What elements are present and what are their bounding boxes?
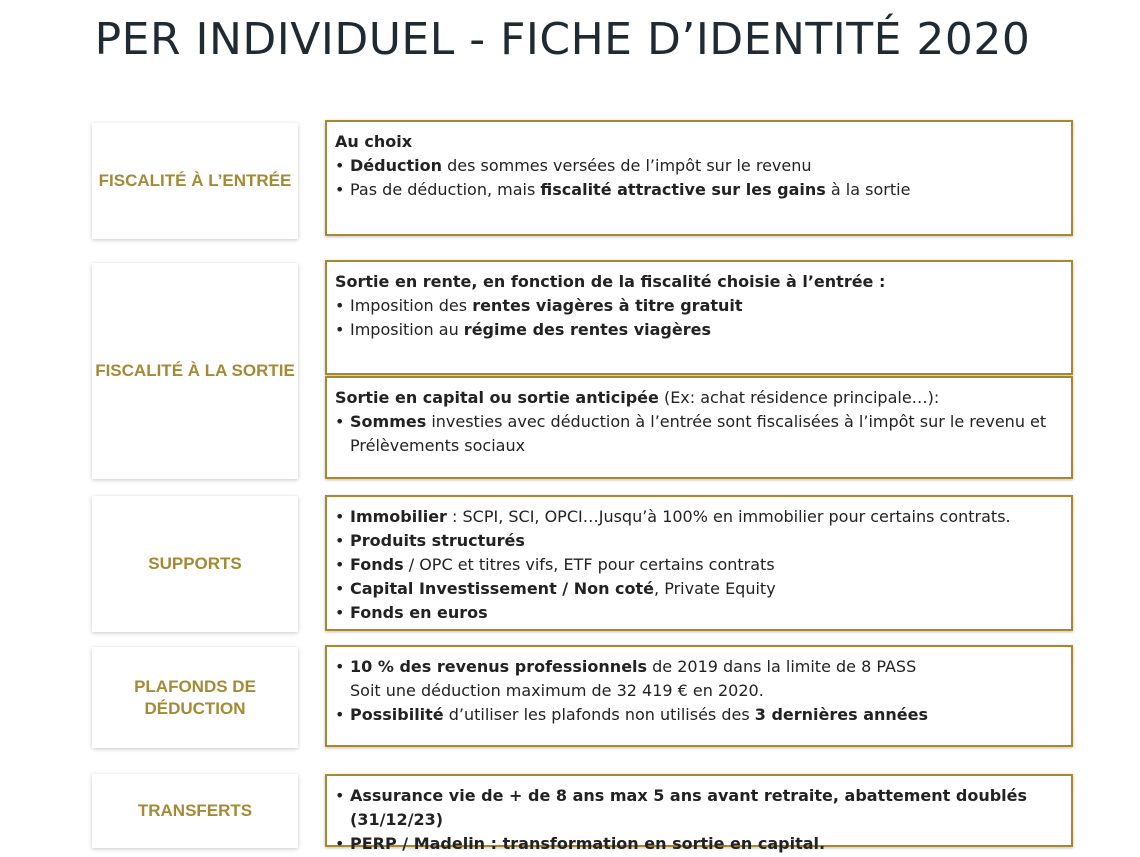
text: , Private Equity xyxy=(654,579,776,598)
list-item xyxy=(335,318,1063,342)
list-item xyxy=(335,832,1063,856)
list-item xyxy=(335,784,1063,832)
list-item xyxy=(335,410,1063,458)
label-supports xyxy=(92,496,298,632)
list-item xyxy=(335,154,1063,178)
box-fiscalite-entree xyxy=(325,120,1073,236)
text: d’utiliser les plafonds non utilisés des xyxy=(443,705,755,724)
box-sortie-rente xyxy=(325,260,1073,375)
label-transferts xyxy=(92,774,298,848)
page-title: PER INDIVIDUEL - FICHE D’IDENTITÉ 2020 xyxy=(94,14,1031,65)
bold-text: Fonds xyxy=(350,555,404,574)
bold-text: régime des rentes viagères xyxy=(463,320,711,339)
bullet-icon: • xyxy=(335,705,345,724)
bold-text: Sortie en capital ou sortie anticipée xyxy=(335,388,659,407)
label-plafonds-deduction xyxy=(92,647,298,748)
list-item xyxy=(335,601,1063,625)
bullet-icon: • xyxy=(335,412,345,431)
box-plafonds-deduction xyxy=(325,645,1073,747)
bold-text: rentes viagères à titre gratuit xyxy=(472,296,743,315)
label-fiscalite-sortie xyxy=(92,263,298,479)
text: des sommes versées de l’impôt sur le revenu xyxy=(441,156,812,175)
bullet-icon: • xyxy=(335,657,345,676)
box-heading: Sortie en rente, en fonction de la fiscalité choisie à l’entrée : xyxy=(335,272,886,291)
bold-text: 3 dernières années xyxy=(754,705,929,724)
list-item-continuation: Soit une déduction maximum de 32 419 € en 2020. xyxy=(350,681,764,700)
bold-text: Déduction xyxy=(350,156,442,175)
label-text: FISCALITÉ À L’ENTRÉE xyxy=(98,171,292,190)
bold-text: Sommes xyxy=(350,412,427,431)
list-item xyxy=(335,505,1063,529)
bold-text: Assurance vie de + de 8 ans max 5 ans avant retraite, abattement doublés (31/12/23) xyxy=(350,786,1028,829)
text: de 2019 dans la limite de 8 PASS xyxy=(647,657,917,676)
list-item xyxy=(335,703,1063,727)
label-text: SUPPORTS xyxy=(148,554,242,573)
bold-text: Fonds en euros xyxy=(350,603,488,622)
bullet-icon: • xyxy=(335,579,345,598)
list-item xyxy=(335,553,1063,577)
list-item xyxy=(335,577,1063,601)
bullet-icon: • xyxy=(335,603,345,622)
text: (Ex: achat résidence principale…): xyxy=(658,388,940,407)
bullet-icon: • xyxy=(335,320,345,339)
bullet-icon: • xyxy=(335,786,345,805)
text: Imposition des xyxy=(350,296,473,315)
bold-text: PERP / Madelin : transformation en sortie en capital. xyxy=(350,834,826,853)
box-transferts xyxy=(325,774,1073,853)
label-text-line2: DÉDUCTION xyxy=(144,698,246,718)
bullet-icon: • xyxy=(335,531,345,550)
bullet-icon: • xyxy=(335,555,345,574)
label-text: TRANSFERTS xyxy=(137,801,253,820)
list-item xyxy=(335,655,1063,679)
list-item xyxy=(335,294,1063,318)
bullet-icon: • xyxy=(335,296,345,315)
list-item xyxy=(335,529,1063,553)
text: à la sortie xyxy=(825,180,911,199)
label-text: FISCALITÉ À LA SORTIE xyxy=(95,361,295,380)
bold-text: 10 % des revenus professionnels xyxy=(350,657,648,676)
box-sortie-capital xyxy=(325,376,1073,479)
text: Imposition au xyxy=(350,320,464,339)
box-supports xyxy=(325,495,1073,631)
label-fiscalite-entree xyxy=(92,123,298,239)
bold-text: Capital Investissement / Non coté xyxy=(350,579,655,598)
bullet-icon: • xyxy=(335,156,345,175)
text: investies avec déduction à l’entrée sont fiscalisées à l’impôt sur le revenu et Prélèvements sociaux xyxy=(350,412,1047,455)
box-heading: Au choix xyxy=(335,132,413,151)
bullet-icon: • xyxy=(335,834,345,853)
text: / OPC et titres vifs, ETF pour certains contrats xyxy=(403,555,775,574)
text: Pas de déduction, mais xyxy=(350,180,541,199)
bold-text: Produits structurés xyxy=(350,531,525,550)
text: : SCPI, SCI, OPCI…Jusqu’à 100% en immobilier pour certains contrats. xyxy=(446,507,1011,526)
box-heading xyxy=(335,386,1063,410)
bold-text: Immobilier xyxy=(350,507,447,526)
bullet-icon: • xyxy=(335,180,345,199)
label-text-line1: PLAFONDS DE xyxy=(134,676,256,696)
bold-text: Possibilité xyxy=(350,705,444,724)
list-item xyxy=(335,178,1063,202)
bullet-icon: • xyxy=(335,507,345,526)
bold-text: fiscalité attractive sur les gains xyxy=(540,180,826,199)
